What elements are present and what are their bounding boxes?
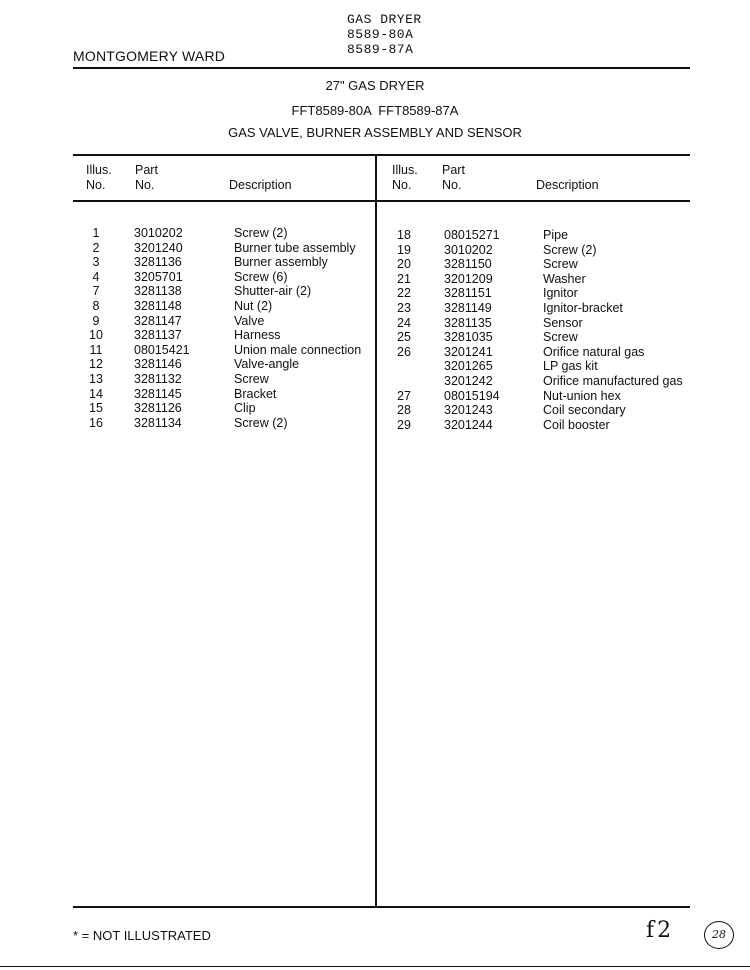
model-line-3: 8589-87A <box>347 42 414 57</box>
table-top-rule <box>73 154 690 156</box>
part-description: Nut (2) <box>234 298 273 313</box>
part-number: 3010202 <box>134 226 183 240</box>
part-number: 3281138 <box>134 284 182 299</box>
part-description: Coil booster <box>543 417 610 432</box>
part-number: 3281146 <box>134 357 182 372</box>
table-row <box>80 284 370 299</box>
part-number: 3281035 <box>444 330 493 345</box>
illus-number: 13 <box>89 371 103 386</box>
part-number: 08015271 <box>444 228 500 242</box>
part-description: Harness <box>234 328 281 343</box>
table-row <box>80 241 370 256</box>
illus-number: 15 <box>89 401 103 416</box>
handwritten-mark: f2 <box>646 918 675 943</box>
illus-number: 16 <box>89 415 103 430</box>
left-illus-header-line1: Illus. <box>86 163 112 177</box>
right-parts-list <box>388 228 688 432</box>
illus-number: 27 <box>397 388 411 403</box>
illus-number: 10 <box>89 328 103 343</box>
table-row <box>388 389 688 404</box>
right-part-header <box>442 163 465 193</box>
right-illus-header <box>392 163 418 193</box>
illus-number: 18 <box>397 228 411 242</box>
part-number: 3281136 <box>134 255 182 270</box>
table-row <box>80 226 370 241</box>
table-header-rule <box>73 200 690 202</box>
part-description: Ignitor <box>543 286 578 301</box>
table-row <box>80 270 370 285</box>
part-number: 3281147 <box>134 313 182 328</box>
part-number: 3281149 <box>444 300 492 315</box>
part-description: Pipe <box>543 228 569 242</box>
left-part-header <box>135 163 158 193</box>
right-illus-header-line2: No. <box>392 178 412 192</box>
illus-number: 24 <box>397 315 411 330</box>
table-row <box>80 357 370 372</box>
part-number: 3281148 <box>134 298 182 313</box>
part-number: 3201243 <box>444 403 493 418</box>
table-row <box>80 299 370 314</box>
part-description: Valve-angle <box>234 357 300 372</box>
part-number: 3281145 <box>134 386 182 401</box>
part-description: Bracket <box>234 386 277 401</box>
illus-number: 11 <box>89 342 103 357</box>
illus-number: 12 <box>89 357 103 372</box>
not-illustrated-footnote: * = NOT ILLUSTRATED <box>73 928 211 943</box>
illus-number: 23 <box>397 300 411 315</box>
model-line-2: 8589-80A <box>347 27 414 42</box>
illus-number: 28 <box>397 403 411 418</box>
circled-stamp-mark: 28 <box>704 921 734 949</box>
part-number: 3201240 <box>134 240 183 255</box>
illus-number: 20 <box>397 257 411 272</box>
table-row <box>80 343 370 358</box>
part-description: Washer <box>543 271 586 286</box>
illus-number: 19 <box>397 242 411 257</box>
part-number: 3281126 <box>134 401 182 416</box>
table-row <box>80 387 370 402</box>
part-description: Union male connection <box>234 342 362 357</box>
part-description: Screw <box>543 330 578 345</box>
footer-rule <box>0 966 750 967</box>
table-row <box>388 330 688 345</box>
illus-number: 22 <box>397 286 411 301</box>
illus-number: 26 <box>397 344 411 359</box>
table-bottom-rule <box>73 906 690 908</box>
illus-number: 2 <box>92 240 100 255</box>
page-title: 27" GAS DRYER <box>325 78 425 93</box>
part-description: Coil secondary <box>543 403 626 418</box>
illus-number: 29 <box>397 417 411 432</box>
part-number: 3201209 <box>444 271 493 286</box>
part-description: Screw <box>543 257 578 272</box>
part-number: 3201242 <box>444 373 493 388</box>
left-parts-list <box>80 226 370 430</box>
section-title: GAS VALVE, BURNER ASSEMBLY AND SENSOR <box>228 125 522 140</box>
table-row <box>80 314 370 329</box>
part-description: Orifice manufactured gas <box>543 373 683 388</box>
illus-number: 8 <box>92 298 100 313</box>
table-row <box>388 228 688 243</box>
part-description: Screw (2) <box>234 415 288 430</box>
part-description: Burner tube assembly <box>234 240 356 255</box>
illus-number: 9 <box>92 313 100 328</box>
part-description: Screw <box>234 371 269 386</box>
part-description: Screw (6) <box>234 269 288 284</box>
table-row <box>80 372 370 387</box>
table-row <box>388 272 688 287</box>
part-description: Screw (2) <box>234 226 288 240</box>
table-row <box>80 416 370 431</box>
table-row <box>388 418 688 433</box>
part-description: Screw (2) <box>543 242 597 257</box>
table-row <box>80 255 370 270</box>
left-part-header-line1: Part <box>135 163 158 177</box>
model-line-1: GAS DRYER <box>347 12 422 27</box>
table-row <box>388 257 688 272</box>
table-row <box>388 359 688 374</box>
part-number: 3281135 <box>444 315 492 330</box>
left-part-header-line2: No. <box>135 178 155 192</box>
model-numbers-title: FFT8589-80A FFT8589-87A <box>291 103 459 118</box>
part-description: Orifice natural gas <box>543 344 645 359</box>
part-number: 3281132 <box>134 371 182 386</box>
illus-number: 21 <box>397 271 411 286</box>
part-number: 3281137 <box>134 328 182 343</box>
right-part-header-line1: Part <box>442 163 465 177</box>
part-number: 3010202 <box>444 242 493 257</box>
illus-number: 14 <box>89 386 103 401</box>
part-description: LP gas kit <box>543 359 598 374</box>
brand-name: MONTGOMERY WARD <box>73 48 226 64</box>
part-number: 3281134 <box>134 415 182 430</box>
part-number: 3281151 <box>444 286 492 301</box>
part-description: Burner assembly <box>234 255 328 270</box>
part-number: 3281150 <box>444 257 492 272</box>
table-row <box>388 301 688 316</box>
illus-number: 1 <box>92 226 100 240</box>
left-illus-header <box>86 163 112 193</box>
table-center-divider <box>375 155 377 907</box>
illus-number: 4 <box>92 269 100 284</box>
table-row <box>388 374 688 389</box>
part-number: 3201244 <box>444 417 493 432</box>
part-description: Valve <box>234 313 265 328</box>
right-description-header: Description <box>536 178 599 192</box>
table-row <box>388 316 688 331</box>
part-number: 3201241 <box>444 344 493 359</box>
part-number: 3201265 <box>444 359 493 374</box>
illus-number: 3 <box>92 255 100 270</box>
part-number: 3205701 <box>134 269 183 284</box>
left-description-header: Description <box>229 178 292 192</box>
illus-number: 25 <box>397 330 411 345</box>
table-row <box>80 328 370 343</box>
table-row <box>388 286 688 301</box>
header-rule <box>73 67 690 69</box>
part-description: Ignitor-bracket <box>543 300 623 315</box>
right-illus-header-line1: Illus. <box>392 163 418 177</box>
left-illus-header-line2: No. <box>86 178 106 192</box>
part-description: Shutter-air (2) <box>234 284 312 299</box>
part-number: 08015421 <box>134 342 190 357</box>
table-row <box>388 243 688 258</box>
right-part-header-line2: No. <box>442 178 462 192</box>
part-number: 08015194 <box>444 388 500 403</box>
part-description: Sensor <box>543 315 583 330</box>
model-block <box>347 12 422 57</box>
table-row <box>388 403 688 418</box>
part-description: Nut-union hex <box>543 388 621 403</box>
table-row <box>80 401 370 416</box>
illus-number: 7 <box>92 284 100 299</box>
table-row <box>388 345 688 360</box>
part-description: Clip <box>234 401 256 416</box>
